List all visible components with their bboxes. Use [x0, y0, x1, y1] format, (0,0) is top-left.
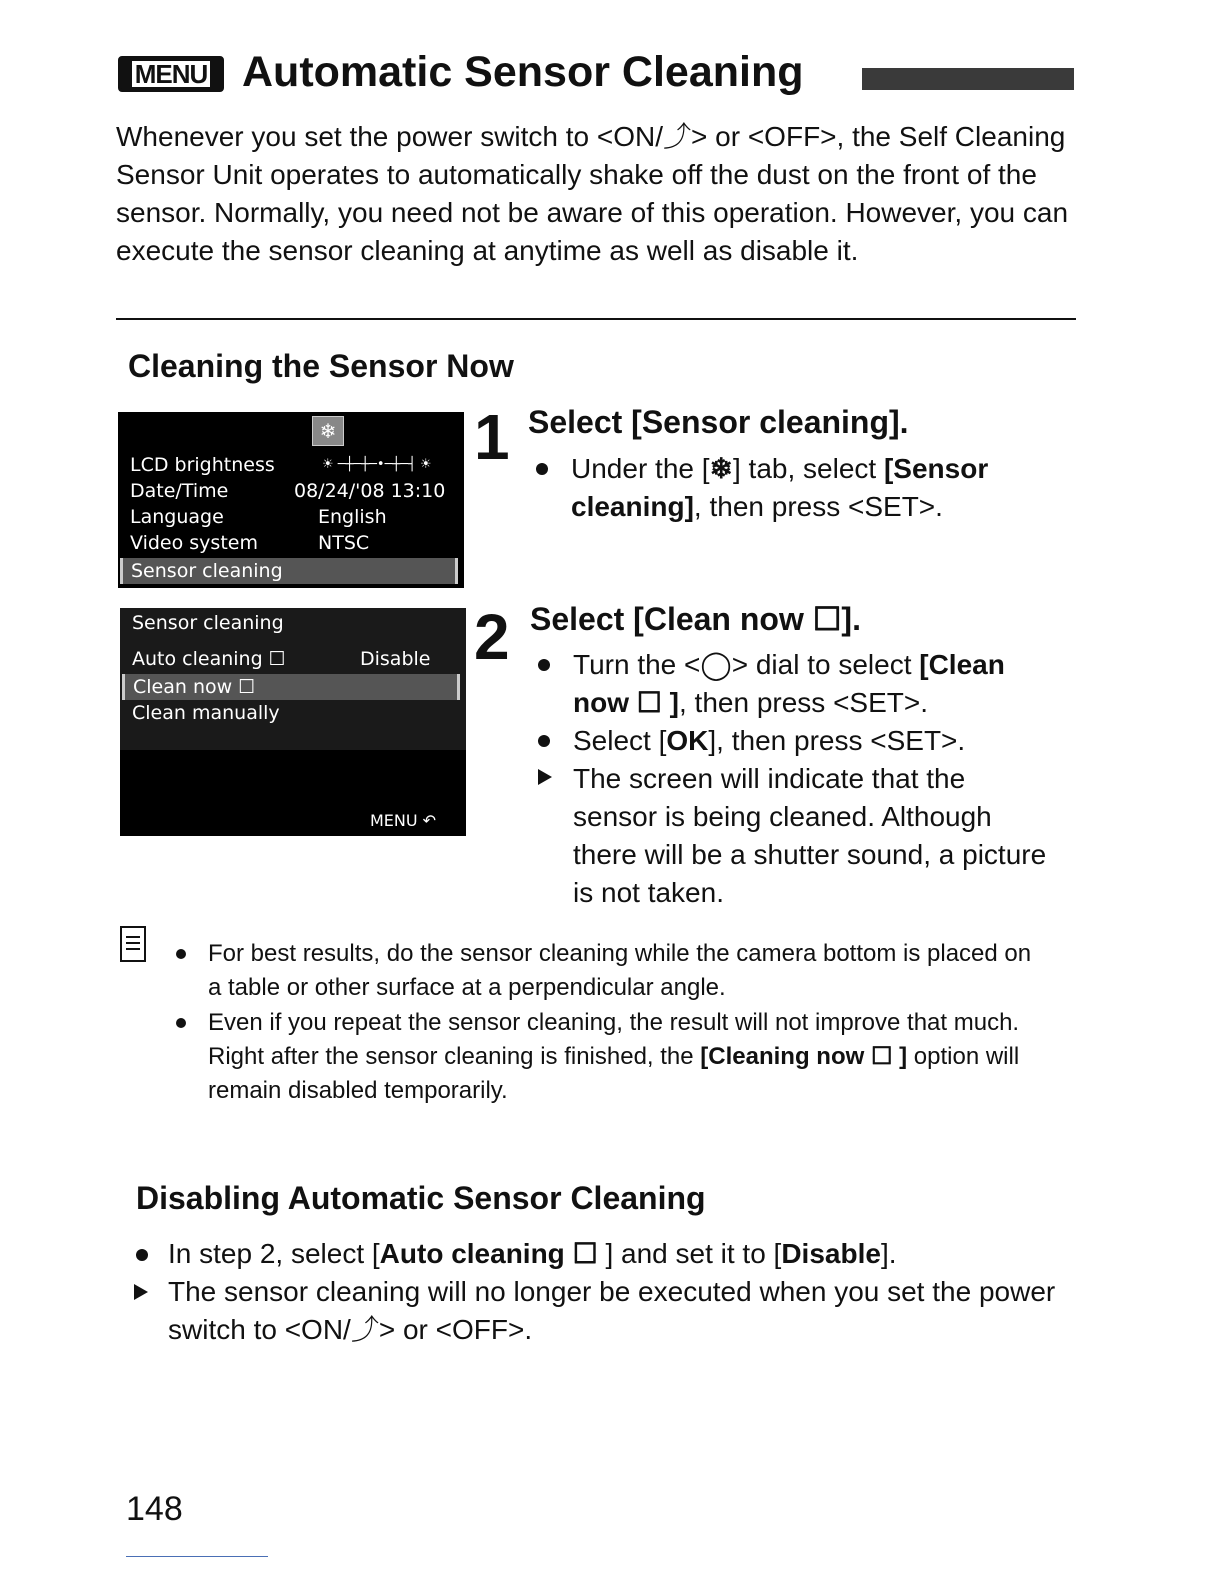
row-label: Date/Time: [130, 480, 229, 502]
row-value: ☀ ─┼─┼─•─┼─┤ ☀: [322, 457, 432, 472]
screen-row-selected: [122, 674, 460, 700]
step-number: 1: [474, 401, 510, 473]
note-icon: [120, 926, 146, 962]
title-decoration-bar: [862, 68, 1074, 90]
result-arrow-icon: [538, 769, 552, 785]
bullet-icon: [176, 949, 186, 959]
bullet-icon: [538, 735, 550, 747]
bullet-icon: [536, 463, 548, 475]
result-arrow-icon: [134, 1284, 148, 1300]
setup-tab-icon: ❄: [312, 416, 344, 446]
step-instruction: Under the [❄] tab, select [Sensor cleaning], then press <SET>.: [571, 453, 989, 522]
step-number: 2: [474, 601, 510, 673]
section-heading-disabling: Disabling Automatic Sensor Cleaning: [136, 1180, 706, 1216]
row-value: NTSC: [318, 532, 370, 554]
camera-screen-sensor-cleaning: [120, 608, 466, 836]
menu-back-icon: MENU ↶: [370, 811, 437, 830]
screen-row-selected: [120, 558, 458, 584]
row-label: Sensor cleaning: [132, 612, 284, 634]
camera-screen-setup: [118, 412, 464, 588]
row-label: Sensor cleaning: [131, 560, 283, 582]
step-title: Select [Sensor cleaning].: [528, 404, 909, 440]
menu-badge-icon: MENU: [118, 56, 224, 92]
screen-row: [130, 504, 458, 530]
screen-row: [132, 610, 460, 636]
row-label: Auto cleaning ☐: [132, 648, 286, 670]
row-label: Clean now ☐: [133, 676, 256, 698]
row-value: 08/24/'08 13:10: [294, 480, 446, 502]
note-text: Even if you repeat the sensor cleaning, the result will not improve that much. Right after the sensor cleaning is finished, the [Cleaning now ☐ ] option will remain disabled temporarily.: [208, 1009, 1020, 1104]
row-value: English: [318, 506, 387, 528]
section-result: The sensor cleaning will no longer be executed when you set the power switch to <ON/⤴> or <OFF>.: [168, 1276, 1056, 1345]
footer-rule: [126, 1556, 268, 1557]
row-label: Clean manually: [132, 702, 280, 724]
row-label: Video system: [130, 532, 258, 554]
screen-row: [132, 646, 460, 672]
step-result: The screen will indicate that the sensor is being cleaned. Although there will be a shutter sound, a picture is not taken.: [573, 763, 1047, 908]
bullet-icon: [176, 1018, 186, 1028]
row-value: Disable: [360, 648, 431, 670]
page-title: Automatic Sensor Cleaning: [242, 48, 804, 96]
screen-row: [130, 478, 458, 504]
screen-row: [130, 452, 458, 478]
intro-paragraph: Whenever you set the power switch to <ON/⤴> or <OFF>, the Self Cleaning Sensor Unit operates to automatically shake off the dust on the front of the sensor. Normally, you need not be aware of this operation. However, you can execute the sensor cleaning at anytime as well as disable it.: [116, 121, 1069, 266]
step-title: Select [Clean now ☐].: [530, 601, 861, 637]
bullet-icon: [538, 659, 550, 671]
divider: [116, 318, 1076, 320]
row-label: LCD brightness: [130, 454, 275, 476]
screen-row: [132, 700, 460, 726]
screen-row: [130, 530, 458, 556]
section-heading-cleaning-now: Cleaning the Sensor Now: [128, 348, 514, 384]
section-instruction: In step 2, select [Auto cleaning ☐ ] and set it to [Disable].: [168, 1238, 897, 1269]
bullet-icon: [136, 1249, 148, 1261]
note-text: For best results, do the sensor cleaning while the camera bottom is placed on a table or other surface at a perpendicular angle.: [208, 940, 1032, 1001]
page-number: 148: [126, 1490, 183, 1528]
step-instruction: Turn the <◯> dial to select [Clean now ☐ ], then press <SET>.: [573, 649, 1005, 718]
step-instruction: Select [OK], then press <SET>.: [573, 725, 966, 756]
row-label: Language: [130, 506, 224, 528]
